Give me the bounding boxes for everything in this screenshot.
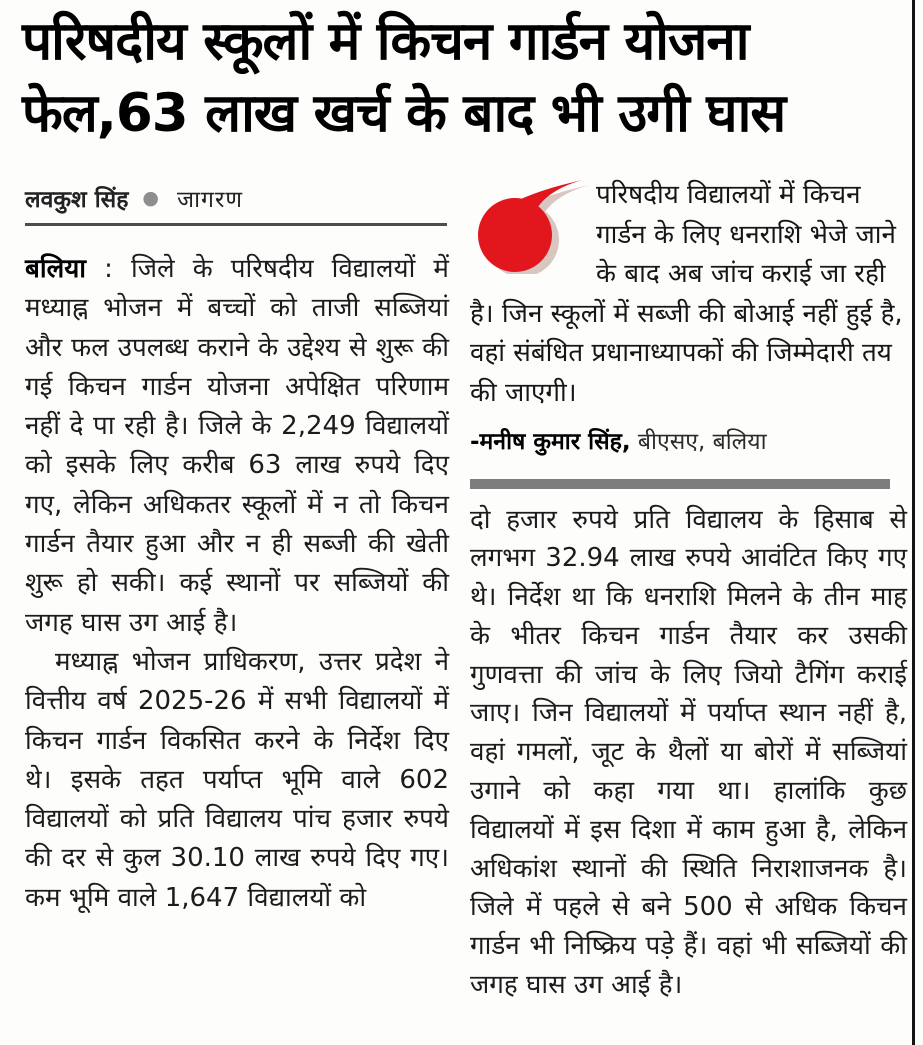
quote-mark-icon: [470, 178, 590, 274]
pull-quote-attribution: [470, 423, 907, 463]
attribution-role: बीएसए, बलिया: [630, 429, 767, 455]
byline-agency-name: जागरण: [177, 187, 244, 213]
headline-line-1: परिषदीय स्कूलों में किचन गार्डन योजना: [22, 11, 749, 72]
right-column-body: [470, 501, 907, 1005]
section-divider-bar: [470, 479, 890, 489]
dateline: बलिया: [25, 254, 87, 284]
left-paragraph-1-text: : जिले के परिषदीय विद्यालयों में मध्याह्न भोजन में बच्चों को ताजी सब्जियां और फल उपलब्ध कराने के उद्देश्य से शुरू की गई किचन गार्डन योजना अपेक्षित परिणाम नहीं दे पा रही है। जिले के 2,249 विद्यालयों को इसके लिए करीब 63 लाख रुपये दिए गए, लेकिन अधिकतर स्कूलों में न तो किचन गार्डन तैयार हुआ और न ही सब्जी की खेती शुरू हो सकी। कई स्थानों पर सब्जियों की जगह घास उग आई है।: [25, 254, 449, 638]
attribution-name: -मनीष कुमार सिंह,: [470, 429, 631, 455]
headline-line-2: फेल,63 लाख खर्च के बाद भी उगी घास: [22, 83, 786, 144]
column-edge-rule: [912, 0, 915, 1045]
byline-divider: [25, 223, 447, 226]
pull-quote-text: परिषदीय विद्यालयों में किचन गार्डन के लिए धनराशि भेजे जाने के बाद अब जांच कराई जा रही है। जिन स्कूलों में सब्जी की बोआई नहीं हुई है, वहां संबंधित प्रधानाध्यापकों की जिम्मेदारी तय की जाएगी।: [470, 180, 903, 408]
left-paragraph-2: मध्याह्न भोजन प्राधिकरण, उत्तर प्रदेश ने वित्तीय वर्ष 2025-26 में सभी विद्यालयों में किचन गार्डन विकसित करने के निर्देश दिए थे। इसके तहत पर्याप्त भूमि वाले 602 विद्यालयों को प्रति विद्यालय पांच हजार रुपये की दर से कुल 30.10 लाख रुपये दिए गए। कम भूमि वाले 1,647 विद्यालयों को: [25, 646, 449, 913]
byline-reporter-name: लवकुश सिंह: [25, 187, 129, 213]
right-column: [470, 176, 907, 1005]
right-paragraph-1: दो हजार रुपये प्रति विद्यालय के हिसाब से लगभग 32.94 लाख रुपये आवंटित किए गए थे। निर्देश था कि धनराशि मिलने के तीन माह के भीतर किचन गार्डन तैयार कर उसकी गुणवत्ता की जांच के लिए जियो टैगिंग कराई जाए। जिन विद्यालयों में पर्याप्त स्थान नहीं है, वहां गमलों, जूट के थैलों या बोरों में सब्जियां उगाने को कहा गया था। हालांकि कुछ विद्यालयों में इस दिशा में काम हुआ है, लेकिन अधिकांश स्थानों की स्थिति निराशाजनक है। जिले में पहले से बने 500 से अधिक किचन गार्डन भी निष्क्रिय पड़े हैं। वहां भी सब्जियों की जगह घास उग आई है।: [470, 504, 907, 1001]
article-headline: [22, 6, 902, 150]
byline: [25, 182, 445, 214]
left-paragraph-1: [25, 250, 449, 643]
left-column: [25, 250, 449, 918]
bullet-icon: ●: [142, 187, 160, 209]
pull-quote: [470, 176, 907, 463]
